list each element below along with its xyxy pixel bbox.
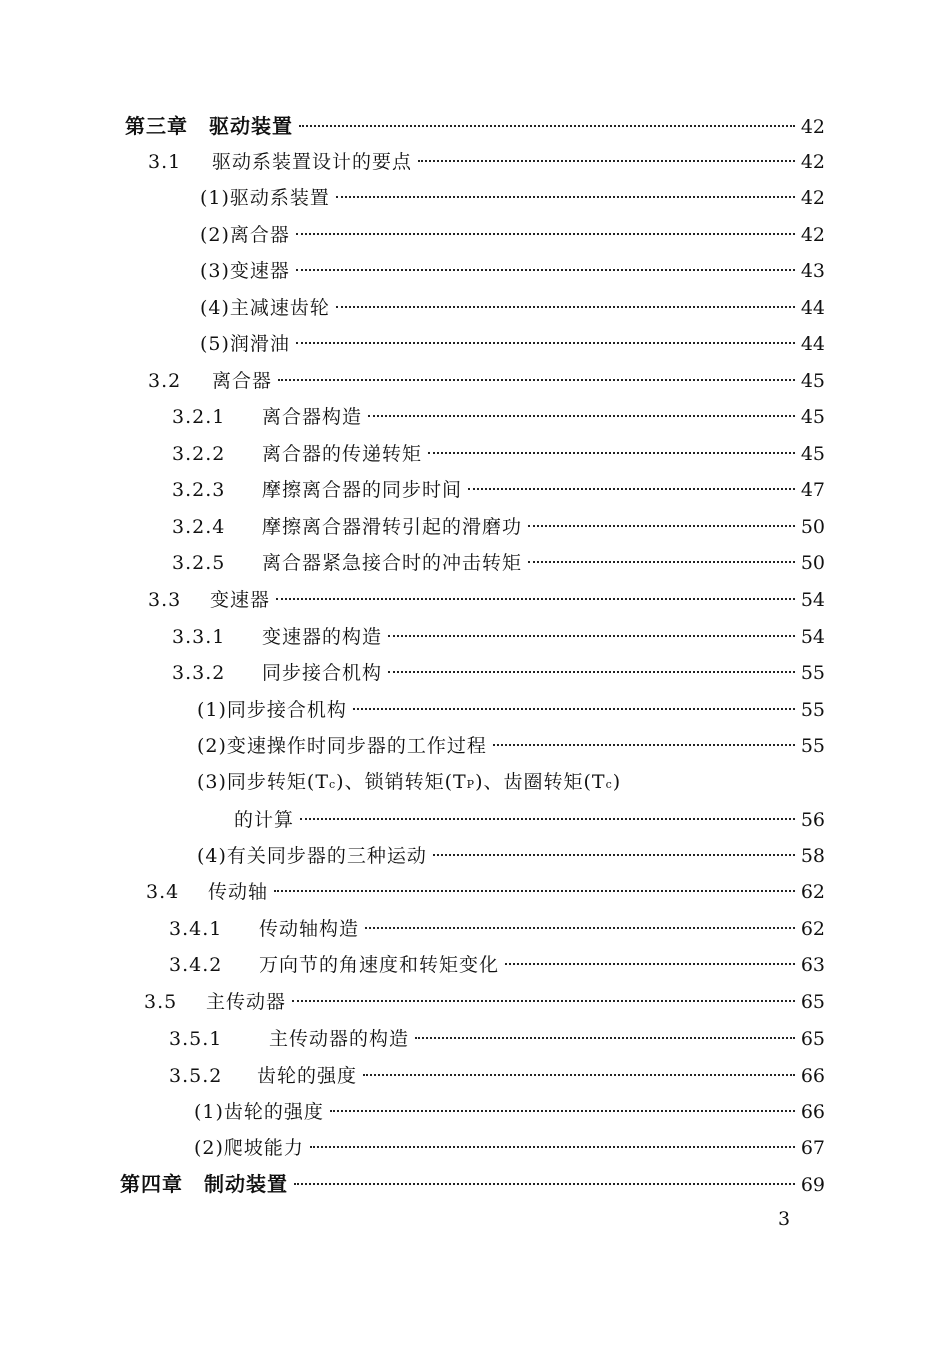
toc-entry-number: 3.5 — [144, 991, 178, 1013]
dot-leader — [296, 231, 795, 235]
toc-entry-page: 47 — [800, 479, 825, 501]
toc-entry-page: 66 — [800, 1101, 825, 1123]
toc-entry-title: (1)同步接合机构 — [197, 699, 347, 721]
dot-leader — [278, 377, 795, 381]
toc-entry-page: 66 — [800, 1065, 825, 1087]
toc-entry-page: 42 — [800, 187, 825, 209]
toc-entry-3-1-item-4[interactable] — [200, 293, 825, 323]
toc-entry-title: (3)变速器 — [200, 260, 290, 282]
toc-entry-title: 驱动系装置设计的要点 — [212, 151, 413, 173]
toc-entry-page: 42 — [800, 224, 825, 246]
toc-entry-3-3-2[interactable] — [172, 658, 825, 688]
toc-entry-3-5[interactable] — [144, 987, 825, 1017]
toc-entry-title: (1)驱动系装置 — [200, 187, 330, 209]
toc-entry-title: 第三章 驱动装置 — [125, 114, 293, 138]
toc-entry-page: 45 — [800, 370, 825, 392]
toc-entry-3-4[interactable] — [146, 877, 825, 907]
toc-entry-page: 67 — [800, 1137, 825, 1159]
toc-entry-page: 58 — [800, 845, 825, 867]
toc-entry-3-1[interactable] — [148, 147, 825, 177]
toc-entry-title: 主传动器的构造 — [269, 1028, 410, 1050]
toc-entry-title-part: )、齿圈转矩(T — [475, 771, 606, 793]
toc-entry-title: 离合器的传递转矩 — [262, 443, 423, 465]
toc-entry-title: 齿轮的强度 — [257, 1065, 358, 1087]
toc-entry-3-5-1[interactable] — [169, 1024, 825, 1054]
dot-leader — [528, 559, 795, 563]
toc-entry-page: 65 — [800, 991, 825, 1013]
toc-entry-3-2-4[interactable] — [172, 512, 825, 542]
toc-entry-title: 万向节的角速度和转矩变化 — [259, 954, 500, 976]
toc-entry-3-3-2-item-4[interactable] — [197, 841, 825, 871]
toc-entry-title-part: )、锁销转矩(T — [336, 771, 467, 793]
dot-leader — [300, 816, 795, 820]
toc-entry-page: 50 — [800, 516, 825, 538]
toc-entry-3-3-2-item-2[interactable] — [197, 731, 825, 761]
toc-entry-title: (4)有关同步器的三种运动 — [197, 845, 427, 867]
toc-entry-page: 44 — [800, 297, 825, 319]
dot-leader — [433, 852, 795, 856]
toc-entry-page: 43 — [800, 260, 825, 282]
dot-leader — [493, 742, 795, 746]
toc-entry-title: 摩擦离合器滑转引起的滑磨功 — [262, 516, 523, 538]
dot-leader — [418, 158, 795, 162]
toc-entry-number: 3.2 — [148, 370, 182, 392]
toc-entry-3-2-3[interactable] — [172, 475, 825, 505]
toc-entry-title: 传动轴 — [208, 881, 269, 903]
dot-leader — [368, 413, 795, 417]
toc-entry-title: 变速器 — [210, 589, 271, 611]
toc-entry-3-5-2-item-2[interactable] — [194, 1133, 825, 1163]
toc-entry-page: 55 — [800, 662, 825, 684]
dot-leader — [415, 1035, 795, 1039]
toc-entry-3-3-2-item-3-line-2[interactable] — [234, 805, 825, 835]
toc-entry-page: 50 — [800, 552, 825, 574]
toc-entry-3-1-item-5[interactable] — [200, 329, 825, 359]
toc-entry-3-3[interactable] — [148, 585, 825, 615]
toc-entry-number: 3.3 — [148, 589, 182, 611]
toc-entry-number: 3.3.1 — [172, 626, 226, 648]
toc-entry-3-3-2-item-1[interactable] — [197, 695, 825, 725]
toc-entry-number: 3.5.1 — [169, 1028, 223, 1050]
toc-entry-page: 45 — [800, 406, 825, 428]
toc-entry-number: 3.4.1 — [169, 918, 223, 940]
toc-entry-3-3-1[interactable] — [172, 622, 825, 652]
toc-entry-title: (4)主减速齿轮 — [200, 297, 330, 319]
toc-entry-number: 3.4 — [146, 881, 180, 903]
toc-entry-title: (2)变速操作时同步器的工作过程 — [197, 735, 487, 757]
dot-leader — [330, 1108, 795, 1112]
toc-entry-title: (5)润滑油 — [200, 333, 290, 355]
dot-leader — [428, 450, 795, 454]
toc-entry-3-2-5[interactable] — [172, 548, 825, 578]
dot-leader — [528, 523, 795, 527]
dot-leader — [296, 267, 795, 271]
toc-entry-3-2-2[interactable] — [172, 439, 825, 469]
toc-entry-3-5-2[interactable] — [169, 1061, 825, 1091]
toc-entry-title: 第四章 制动装置 — [120, 1172, 288, 1196]
toc-entry-page: 54 — [800, 589, 825, 611]
toc-entry-page: 65 — [800, 1028, 825, 1050]
dot-leader — [296, 340, 795, 344]
toc-entry-page: 56 — [800, 809, 825, 831]
toc-entry-title: (2)爬坡能力 — [194, 1137, 304, 1159]
toc-entry-number: 3.2.2 — [172, 443, 226, 465]
dot-leader — [274, 888, 795, 892]
toc-entry-number: 3.2.1 — [172, 406, 226, 428]
toc-entry-3-2[interactable] — [148, 366, 825, 396]
toc-entry-3-5-2-item-1[interactable] — [194, 1097, 825, 1127]
toc-entry-page: 42 — [800, 116, 825, 138]
dot-leader — [365, 925, 795, 929]
dot-leader — [310, 1144, 795, 1148]
toc-entry-page: 55 — [800, 735, 825, 757]
toc-entry-page: 62 — [800, 881, 825, 903]
toc-entry-number: 3.2.4 — [172, 516, 226, 538]
toc-entry-page: 55 — [800, 699, 825, 721]
toc-entry-number: 3.2.5 — [172, 552, 226, 574]
toc-entry-3-4-1[interactable] — [169, 914, 825, 944]
toc-entry-3-1-item-3[interactable] — [200, 256, 825, 286]
dot-leader — [363, 1072, 795, 1076]
toc-entry-title: 摩擦离合器的同步时间 — [262, 479, 463, 501]
toc-entry-3-2-1[interactable] — [172, 402, 825, 432]
toc-entry-title: 离合器 — [212, 370, 273, 392]
dot-leader — [505, 961, 795, 965]
dot-leader — [336, 304, 795, 308]
toc-entry-title: 主传动器 — [206, 991, 287, 1013]
toc-entry-page: 54 — [800, 626, 825, 648]
toc-entry-title: 传动轴构造 — [259, 918, 360, 940]
page-number: 3 — [778, 1208, 791, 1230]
toc-entry-title: 变速器的构造 — [262, 626, 383, 648]
toc-entry-title: 的计算 — [234, 809, 295, 831]
toc-entry-page: 62 — [800, 918, 825, 940]
dot-leader — [388, 669, 795, 673]
toc-entry-3-3-2-item-3-line-1[interactable]: (3)同步转矩(T c )、锁销转矩(T P )、齿圈转矩(T c ) — [197, 767, 825, 797]
toc-entry-3-1-item-2[interactable] — [200, 220, 825, 250]
toc-entry-number: 3.3.2 — [172, 662, 226, 684]
toc-entry-chapter-4[interactable] — [120, 1169, 825, 1199]
toc-entry-page: 45 — [800, 443, 825, 465]
toc-entry-page: 63 — [800, 954, 825, 976]
dot-leader — [468, 486, 795, 490]
toc-entry-chapter-3[interactable] — [125, 111, 825, 141]
toc-entry-3-1-item-1[interactable] — [200, 183, 825, 213]
toc-entry-number: 3.4.2 — [169, 954, 223, 976]
dot-leader — [299, 123, 795, 127]
toc-entry-title-part: (3)同步转矩(T — [197, 771, 329, 793]
toc-entry-title: (2)离合器 — [200, 224, 290, 246]
toc-entry-title: 同步接合机构 — [262, 662, 383, 684]
dot-leader — [292, 998, 795, 1002]
toc-entry-number: 3.5.2 — [169, 1065, 223, 1087]
toc-entry-title: 离合器构造 — [262, 406, 363, 428]
toc-entry-title: (1)齿轮的强度 — [194, 1101, 324, 1123]
toc-entry-page: 69 — [800, 1174, 825, 1196]
dot-leader — [294, 1181, 795, 1185]
dot-leader — [276, 596, 795, 600]
toc-entry-page: 44 — [800, 333, 825, 355]
toc-entry-title: 离合器紧急接合时的冲击转矩 — [262, 552, 523, 574]
dot-leader — [388, 633, 795, 637]
toc-entry-number: 3.1 — [148, 151, 182, 173]
toc-entry-number: 3.2.3 — [172, 479, 226, 501]
toc-entry-page: 42 — [800, 151, 825, 173]
toc-entry-title-part: ) — [612, 771, 622, 793]
toc-entry-3-4-2[interactable] — [169, 950, 825, 980]
dot-leader — [336, 194, 795, 198]
dot-leader — [353, 706, 795, 710]
